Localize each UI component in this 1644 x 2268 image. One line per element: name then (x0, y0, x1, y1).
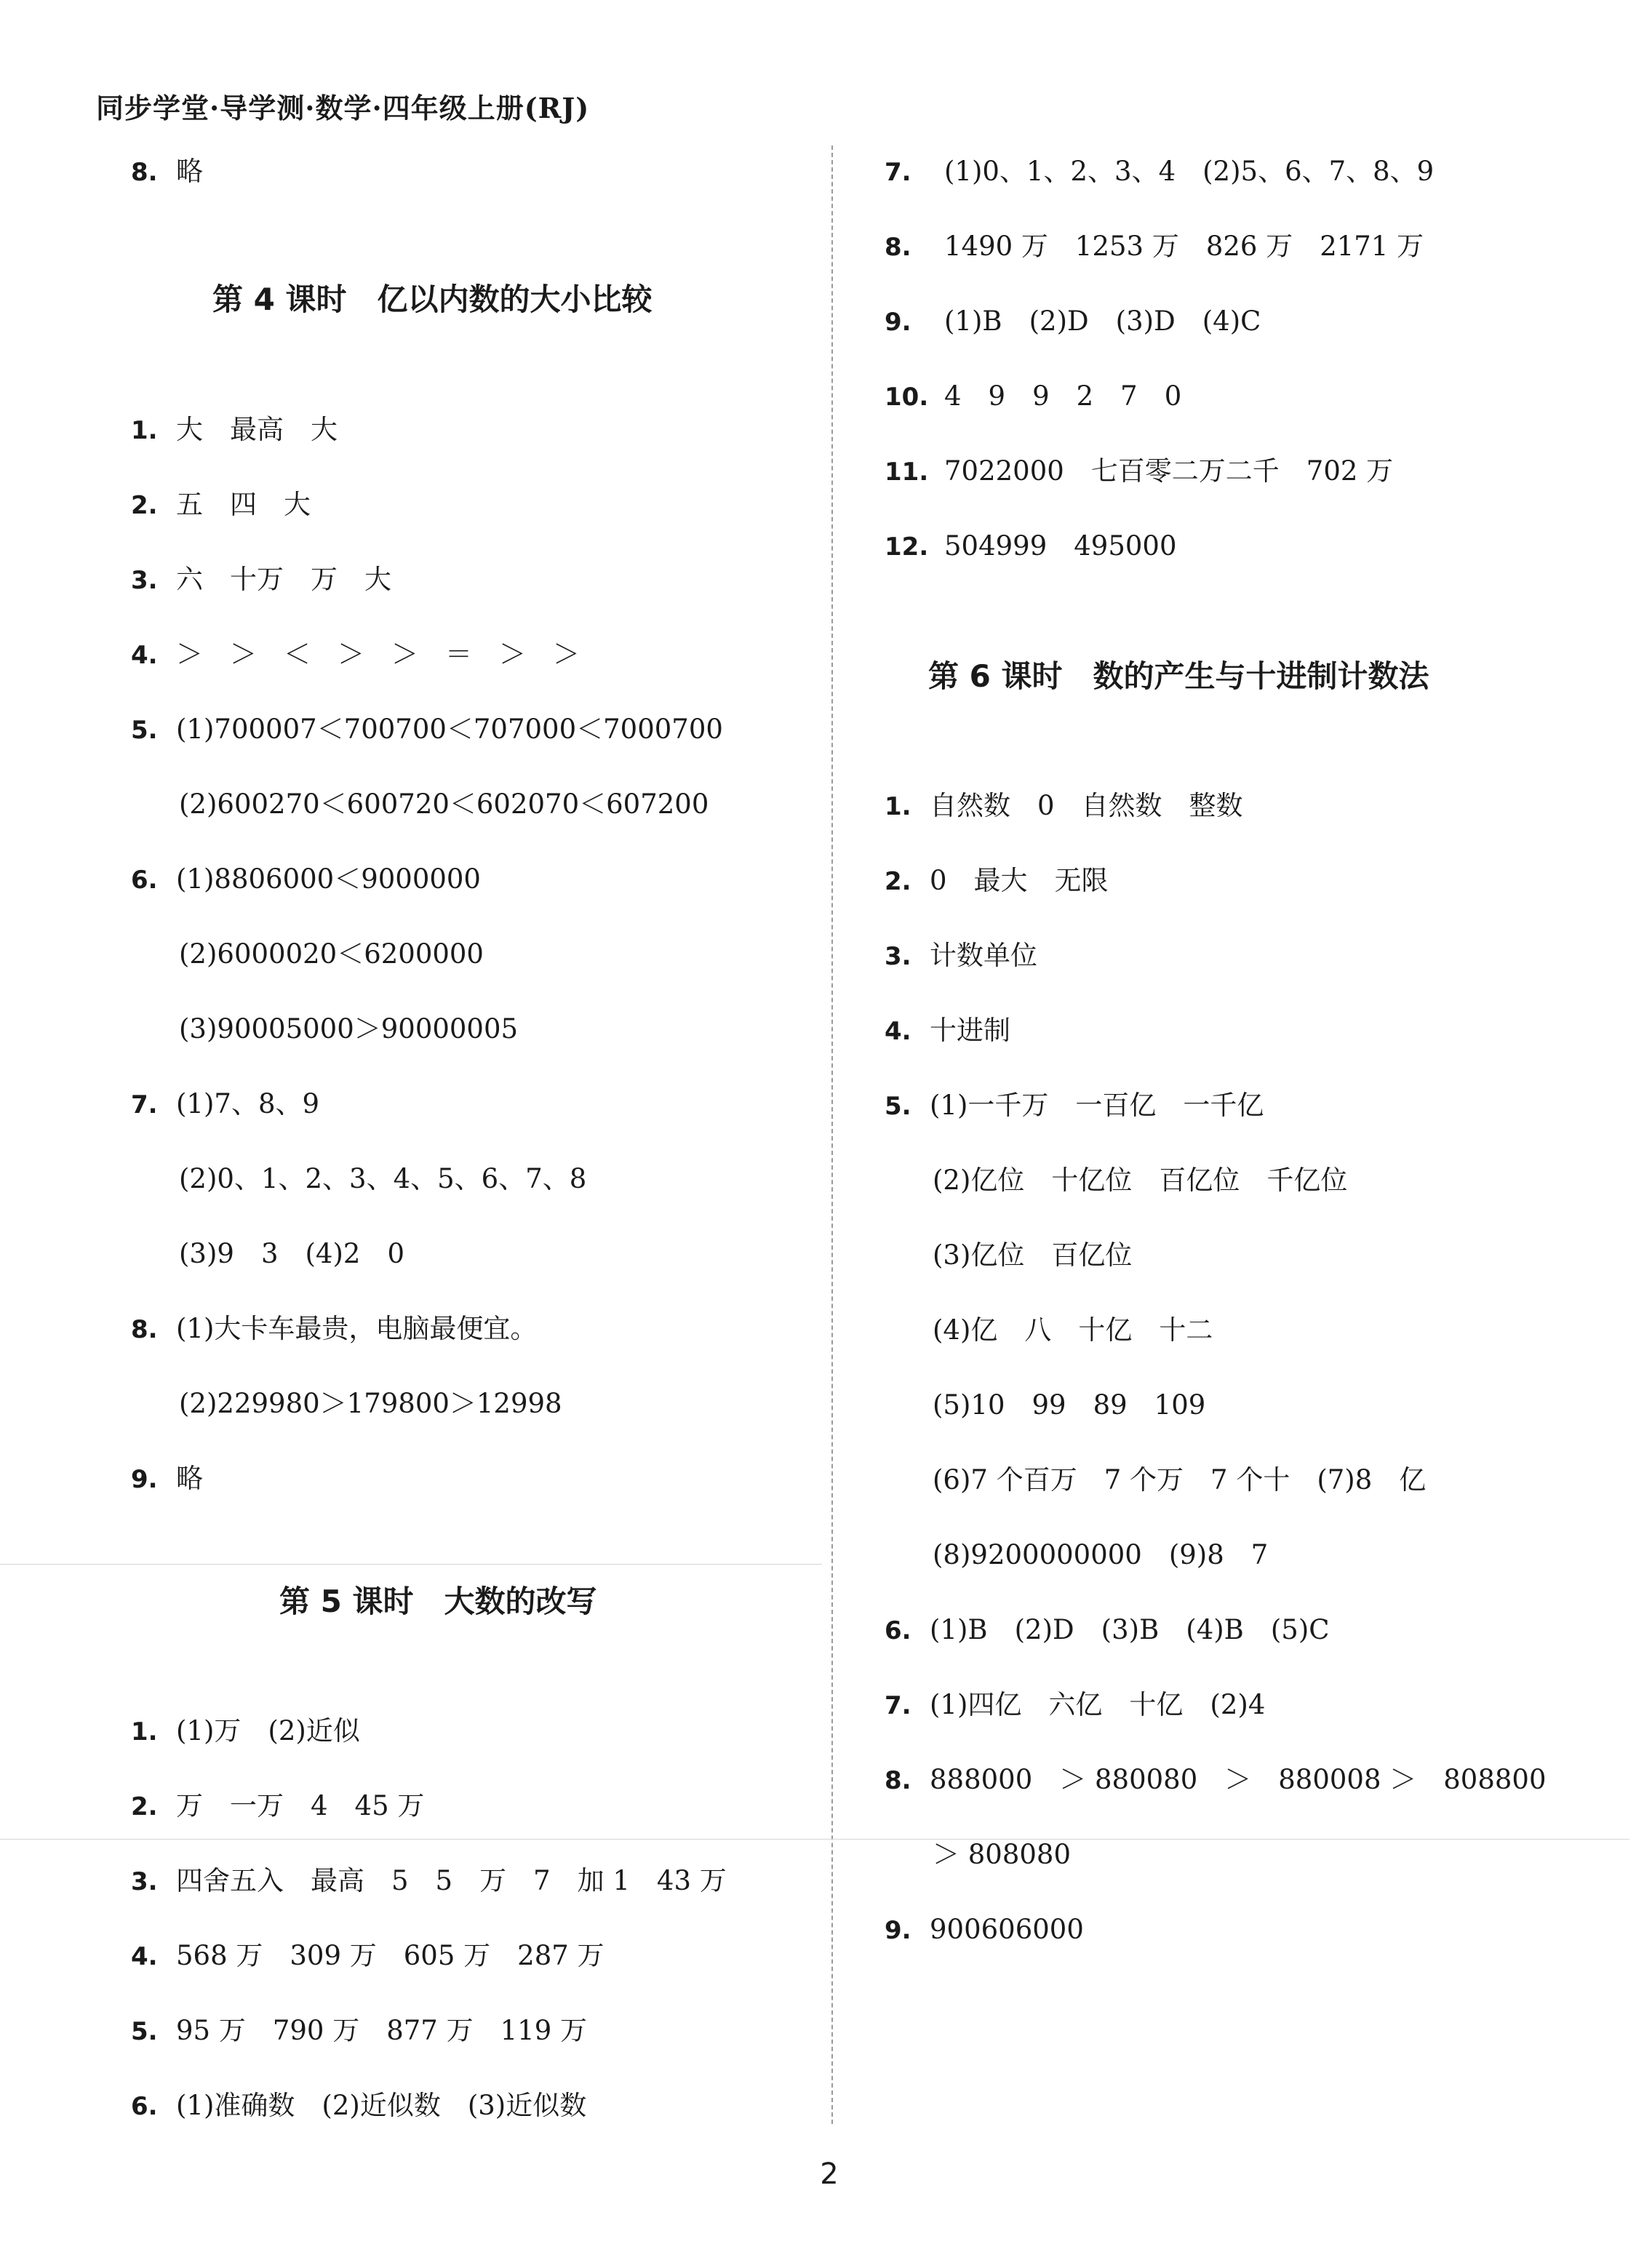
item-number: 12. (885, 532, 929, 562)
item-number: 6. (131, 2092, 158, 2121)
item-number: 4. (131, 641, 158, 670)
item-number: 5. (131, 2017, 158, 2046)
item-text: (1)大卡车最贵，电脑最便宜。 (176, 1313, 538, 1344)
item-text: 自然数 0 自然数 整数 (930, 790, 1243, 821)
answer-item (131, 1863, 727, 1900)
item-number: 5. (131, 716, 158, 745)
answer-item (131, 1713, 360, 1750)
item-text: 4 9 9 2 7 0 (944, 380, 1182, 412)
scan-line (0, 1564, 822, 1565)
item-number: 1. (885, 792, 911, 821)
answer-item (131, 2088, 586, 2125)
item-text: 四舍五入 最高 5 5 万 7 加 1 43 万 (176, 1865, 727, 1896)
item-text: 计数单位 (930, 940, 1037, 971)
item-text: 略 (176, 1463, 203, 1494)
item-number: 8. (885, 1766, 911, 1795)
answer-item (885, 453, 1393, 490)
answer-item (131, 562, 391, 599)
answer-item (885, 1612, 1330, 1649)
item-text: (3)亿位 百亿位 (933, 1239, 1133, 1271)
item-text: (2)229980＞179800＞12998 (179, 1388, 562, 1419)
item-text: 大 最高 大 (176, 414, 338, 445)
answer-subitem (179, 1161, 586, 1197)
answer-item (885, 938, 1037, 975)
answer-item (131, 153, 203, 191)
item-text: (1)万 (2)近似 (176, 1715, 360, 1746)
answer-subitem (933, 1387, 1205, 1424)
item-number: 11. (885, 458, 929, 487)
answer-item (131, 636, 580, 674)
item-text: (2)6000020＜6200000 (179, 938, 484, 970)
item-number: 7. (885, 1691, 911, 1720)
item-text: (8)9200000000 (9)8 7 (933, 1539, 1269, 1570)
item-number: 3. (885, 942, 911, 971)
item-number: 6. (885, 1616, 911, 1645)
item-number: 8. (131, 1315, 158, 1344)
item-number: 2. (131, 491, 158, 520)
answer-item (885, 1762, 1547, 1799)
item-number: 1. (131, 1717, 158, 1746)
answer-subitem (933, 1162, 1347, 1199)
answer-subitem (933, 1237, 1132, 1274)
item-number: 6. (131, 866, 158, 895)
item-text: (1)B (2)D (3)D (4)C (944, 306, 1261, 337)
item-number: 2. (885, 867, 911, 896)
answer-item (131, 1788, 424, 1825)
item-number: 10. (885, 383, 929, 412)
item-text: 略 (176, 156, 203, 187)
item-number: 4. (885, 1017, 911, 1046)
item-text: (2)600270＜600720＜602070＜607200 (179, 788, 709, 820)
answer-item (885, 1013, 1010, 1050)
answer-subitem (933, 1837, 1071, 1873)
item-text: 568 万 309 万 605 万 287 万 (176, 1940, 604, 1971)
item-text: (1)0、1、2、3、4 (2)5、6、7、8、9 (944, 156, 1434, 187)
item-text: 888000 ＞ 880080 ＞ 880008 ＞ 808800 (930, 1764, 1547, 1795)
answer-item (885, 1087, 1264, 1125)
item-text: 7022000 七百零二万二千 702 万 (944, 455, 1394, 487)
item-text: 万 一万 4 45 万 (176, 1790, 425, 1821)
column-divider (831, 145, 833, 2124)
item-text: ＞ 808080 (933, 1839, 1072, 1870)
item-text: (1)8806000＜9000000 (176, 863, 481, 895)
item-text: (3)9 3 (4)2 0 (179, 1238, 404, 1269)
item-text: 900606000 (930, 1914, 1084, 1945)
answer-item (885, 528, 1177, 565)
lesson5-title: 第 5 课时 大数的改写 (279, 1584, 597, 1619)
item-number: 1. (131, 416, 158, 445)
item-number: 3. (131, 1867, 158, 1896)
answer-item (131, 1461, 203, 1498)
item-number: 9. (131, 1465, 158, 1494)
answer-item (131, 1311, 537, 1348)
answer-subitem (179, 1386, 562, 1422)
item-text: (1)700007＜700700＜707000＜7000700 (176, 714, 723, 745)
answer-subitem (933, 1312, 1213, 1349)
item-number: 8. (885, 233, 911, 262)
item-text: ＞ ＞ ＜ ＞ ＞ ＝ ＞ ＞ (176, 639, 580, 670)
answer-item (885, 788, 1243, 825)
item-text: (1)四亿 六亿 十亿 (2)4 (930, 1689, 1266, 1720)
answer-subitem (179, 786, 709, 823)
answer-item (885, 153, 1434, 191)
item-text: 1490 万 1253 万 826 万 2171 万 (944, 231, 1424, 262)
answer-item (131, 487, 311, 524)
item-text: (1)一千万 一百亿 一千亿 (930, 1090, 1264, 1121)
left-column (131, 0, 807, 2268)
item-text: 六 十万 万 大 (176, 564, 391, 595)
answer-item (885, 228, 1424, 265)
answer-subitem (933, 1462, 1426, 1498)
item-number: 9. (885, 1916, 911, 1945)
item-number: 4. (131, 1942, 158, 1971)
page-header: 同步学堂·导学测·数学·四年级上册(RJ) (96, 92, 590, 124)
answer-item (885, 863, 1109, 900)
lesson4-title: 第 4 课时 亿以内数的大小比较 (212, 281, 653, 317)
item-number: 7. (885, 158, 911, 187)
item-number: 9. (885, 308, 911, 337)
item-text: 0 最大 无限 (930, 865, 1109, 896)
answer-item (885, 378, 1181, 415)
answer-subitem (179, 936, 484, 973)
item-number: 3. (131, 566, 158, 595)
item-number: 7. (131, 1090, 158, 1119)
item-text: (1)7、8、9 (176, 1088, 320, 1119)
answer-subitem (179, 1011, 518, 1047)
item-number: 8. (131, 158, 158, 187)
answer-item (131, 861, 481, 898)
item-text: (6)7 个百万 7 个万 7 个十 (7)8 亿 (933, 1464, 1426, 1496)
item-text: (5)10 99 89 109 (933, 1389, 1206, 1421)
item-number: 2. (131, 1792, 158, 1821)
item-text: 十进制 (930, 1015, 1010, 1046)
lesson6-title: 第 6 课时 数的产生与十进制计数法 (928, 658, 1429, 694)
answer-item (131, 1938, 604, 1975)
item-text: 五 四 大 (176, 489, 311, 520)
item-text: (2)亿位 十亿位 百亿位 千亿位 (933, 1165, 1348, 1196)
right-column (885, 0, 1583, 2268)
answer-item (885, 303, 1261, 340)
page-number: 2 (820, 2157, 839, 2191)
item-text: (3)90005000＞90000005 (179, 1013, 519, 1045)
answer-item (885, 1687, 1265, 1724)
answer-subitem (179, 1236, 404, 1272)
item-text: (2)0、1、2、3、4、5、6、7、8 (179, 1163, 587, 1194)
answer-item (131, 412, 338, 449)
item-text: (4)亿 八 十亿 十二 (933, 1314, 1213, 1346)
answer-item (131, 2013, 587, 2050)
answer-item (885, 1912, 1084, 1949)
answer-subitem (933, 1537, 1268, 1573)
answer-item (131, 711, 723, 748)
item-text: (1)B (2)D (3)B (4)B (5)C (930, 1614, 1330, 1645)
answer-item (131, 1086, 319, 1123)
item-number: 5. (885, 1092, 911, 1121)
item-text: 95 万 790 万 877 万 119 万 (176, 2015, 587, 2046)
item-text: (1)准确数 (2)近似数 (3)近似数 (176, 2090, 587, 2121)
item-text: 504999 495000 (944, 530, 1177, 562)
